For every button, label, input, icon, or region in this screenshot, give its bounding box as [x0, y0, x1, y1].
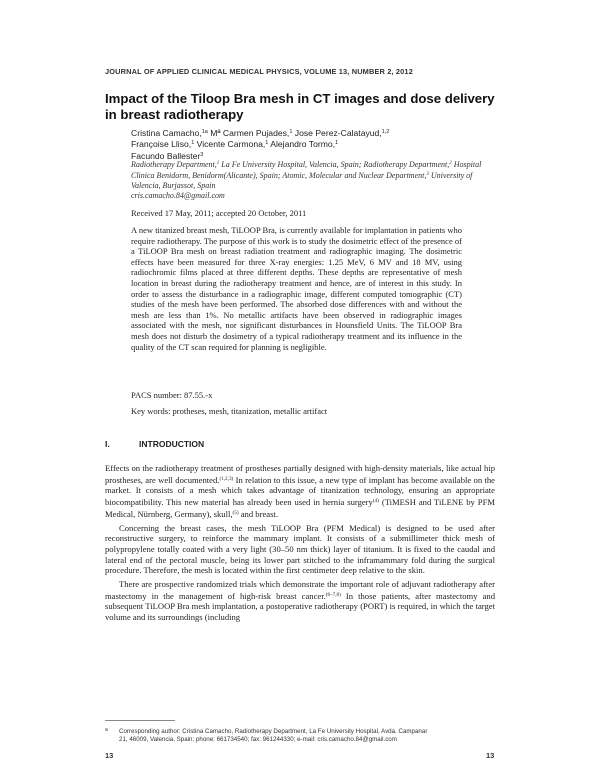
author-name: Alejandro Tormo,	[268, 139, 336, 150]
journal-header: JOURNAL OF APPLIED CLINICAL MEDICAL PHYSICS, VOLUME 13, NUMBER 2, 2012	[105, 67, 413, 76]
author-affil-mark: 3	[200, 151, 204, 158]
author-affil-mark: 1a	[201, 129, 208, 135]
affiliation-text: University of Valencia, Burjassot, Spain	[131, 171, 473, 190]
author-affil-mark: 1	[289, 129, 293, 135]
footnote	[105, 726, 495, 744]
page-number-right: 13	[486, 751, 495, 760]
footnote-line: 21, 46009, Valencia, Spain; phone: 661734540; fax: 961244330; e-mail: cris.camacho.84@gmail.com	[119, 736, 397, 743]
author-list	[131, 127, 511, 161]
footnote-line	[105, 726, 495, 736]
paper-title: Impact of the Tiloop Bra mesh in CT images and dose delivery in breast radiotherapy	[105, 91, 495, 122]
citation[interactable]: (4)	[372, 498, 379, 505]
author-name: Mª Carmen Pujades,	[207, 128, 290, 138]
footnote-text: Corresponding author: Cristina Camacho, Radiotherapy Department, La Fe University Hospital, Avda. Campanar	[119, 728, 428, 735]
author-affil-mark: 1	[335, 140, 339, 147]
contact-email[interactable]: cris.camacho.84@gmail.com	[131, 191, 225, 200]
affiliation-text: Radiotherapy Department,	[131, 160, 217, 169]
footnote-divider	[105, 720, 175, 721]
body-text	[105, 463, 495, 626]
affil-mark: 3	[426, 172, 429, 177]
author-name: Vicente Carmona,	[194, 139, 266, 150]
affiliation-text: Hospital Clinica Benidorm, Benidorm(Alicante), Spain; Atomic, Molecular and Nuclear Department,	[131, 160, 482, 180]
affiliation-text: La Fe University Hospital, Valencia, Spain; Radiotherapy Department,	[219, 160, 450, 169]
text-run: In those patients, after mastectomy and subsequent TiLOOP Bra mesh implantation, a postoperative radiotherapy (PORT) is required, in which the target volume and its surroundings (including	[105, 590, 495, 623]
author-affil-mark: 1,2	[381, 129, 390, 135]
author-affil-mark: 1	[265, 140, 269, 147]
keywords: Key words: protheses, mesh, titanization, metallic artifact	[131, 406, 328, 416]
author-affil-mark: 1	[191, 140, 195, 147]
affil-mark: 2	[449, 161, 452, 166]
text-run: Effects on the radiotherapy treatment of prostheses partially designed with high-density materials, like actual hip prostheses, are well documented.	[105, 463, 495, 485]
text-run: and breast.	[238, 508, 278, 519]
abstract: A new titanized breast mesh, TiLOOP Bra, is currently available for implantation in patients who require radiotherapy. The purpose of this work is to study the dosimetric effect of the presence of a TiLOOP Bra mesh on breast radiation treatment and radiographic imaging. The dosimetric effects have been measured for three X-ray energies: 1.25 MeV, 6 MV and 18 MV, using radiochromic films placed at three different depths. These depths are representative of mesh location in breast during the radiotherapy treatment and hence, are of interest in this study. In order to assess the disturbance in a radiographic image, different computed tomographic (CT) studies of the mesh have been performed. The absorbed dose differences with and without the mesh are less than 1%. No metallic artifacts have been observed in radiographic images associated with the mesh, nor significant disturbances in Hounsfield Units. The TiLOOP Bra mesh does not disturb the dosimetry of a typical radiotherapy treatment and its influence in the quality of the CT scan required for planning is negligible.	[131, 225, 462, 352]
pacs-number: PACS number: 87.55.-x	[131, 390, 213, 400]
author-name: Facundo Ballester	[131, 150, 201, 161]
author-name: Jose Perez-Calatayud,	[292, 128, 382, 138]
received-dates: Received 17 May, 2011; accepted 20 October, 2011	[131, 208, 307, 218]
affil-mark: 1	[216, 161, 220, 166]
section-number: I.	[105, 439, 110, 449]
text-run: There are prospective randomized trials which demonstrate the important role of adjuvant radiotherapy after mastectomy in the management of high-risk breast cancer.	[105, 579, 495, 601]
citation[interactable]: (1,2,3)	[219, 475, 234, 482]
citation[interactable]: (5)	[232, 509, 239, 516]
affiliations	[131, 159, 491, 201]
text-run: In relation to this issue, a new type of implant has become available on the market. It consists of a mesh which takes advantage of titanization technology, ensuring an appropriate biocompatibility. This new material has already been used in hernia surgery	[105, 474, 495, 508]
section-heading	[105, 439, 204, 449]
author-line-2	[131, 138, 511, 149]
author-name: Cristina Camacho,	[131, 128, 202, 138]
page-number-left: 13	[105, 751, 114, 760]
text-run: (TiMESH and TiLENE by PFM Medical, Nürnberg, Germany), skull,	[105, 497, 495, 519]
paragraph: Concerning the breast cases, the mesh TiLOOP Bra (PFM Medical) is designed to be used after reconstructive surgery, to reinforce the mammary implant. It consists of a submillimeter thick mesh of polypropylene totally coated with a very light (30–50 nm thick) layer of titanium. It is fixed to the caudal and lateral end of the pectoral muscle, being its lower part stitched to the inframammary fold during the surgical procedure. Therefore, the mesh is located within the first centimeter deep relative to the skin.	[105, 522, 495, 576]
paragraph	[105, 579, 495, 623]
section-title: INTRODUCTION	[139, 439, 205, 449]
citation[interactable]: (6–7,8)	[325, 591, 341, 598]
footnote-mark: a	[105, 727, 108, 733]
paragraph	[105, 463, 495, 520]
author-name: Françoise Lliso,	[131, 139, 192, 150]
author-line-1	[131, 127, 511, 138]
